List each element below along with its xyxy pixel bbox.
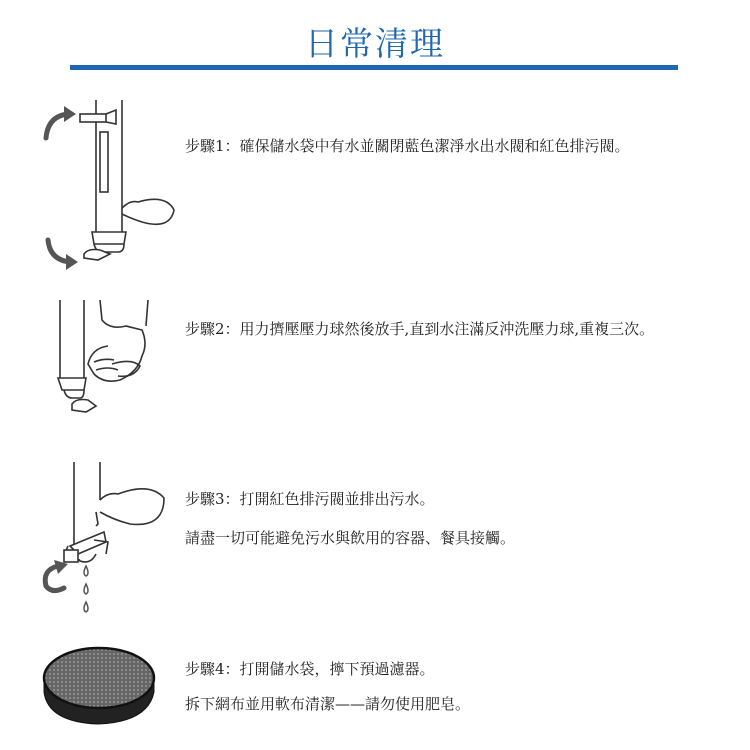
step-4-illustration xyxy=(40,640,158,730)
step-2-illustration xyxy=(52,300,162,425)
step-3-illustration xyxy=(38,462,173,617)
step-3-line-2: 請盡一切可能避免污水與飲用的容器、餐具接觸。 xyxy=(185,529,516,547)
step-3-line-1: 步驟3：打開紅色排污閥並排出污水。 xyxy=(185,490,435,508)
page-title: 日常清理 xyxy=(305,24,445,63)
step-4-line-1: 步驟4：打開儲水袋，擰下預過濾器。 xyxy=(185,660,435,678)
title-underline xyxy=(70,65,678,70)
step-1-line-1: 步驟1：確保儲水袋中有水並關閉藍色潔淨水出水閥和紅色排污閥。 xyxy=(185,137,630,155)
step-1-illustration xyxy=(38,92,178,272)
step-2-line-1: 步驟2：用力擠壓壓力球然後放手,直到水注滿反沖洗壓力球,重複三次。 xyxy=(185,320,655,338)
step-4-line-2: 拆下網布並用軟布清潔——請勿使用肥皂。 xyxy=(185,695,471,713)
